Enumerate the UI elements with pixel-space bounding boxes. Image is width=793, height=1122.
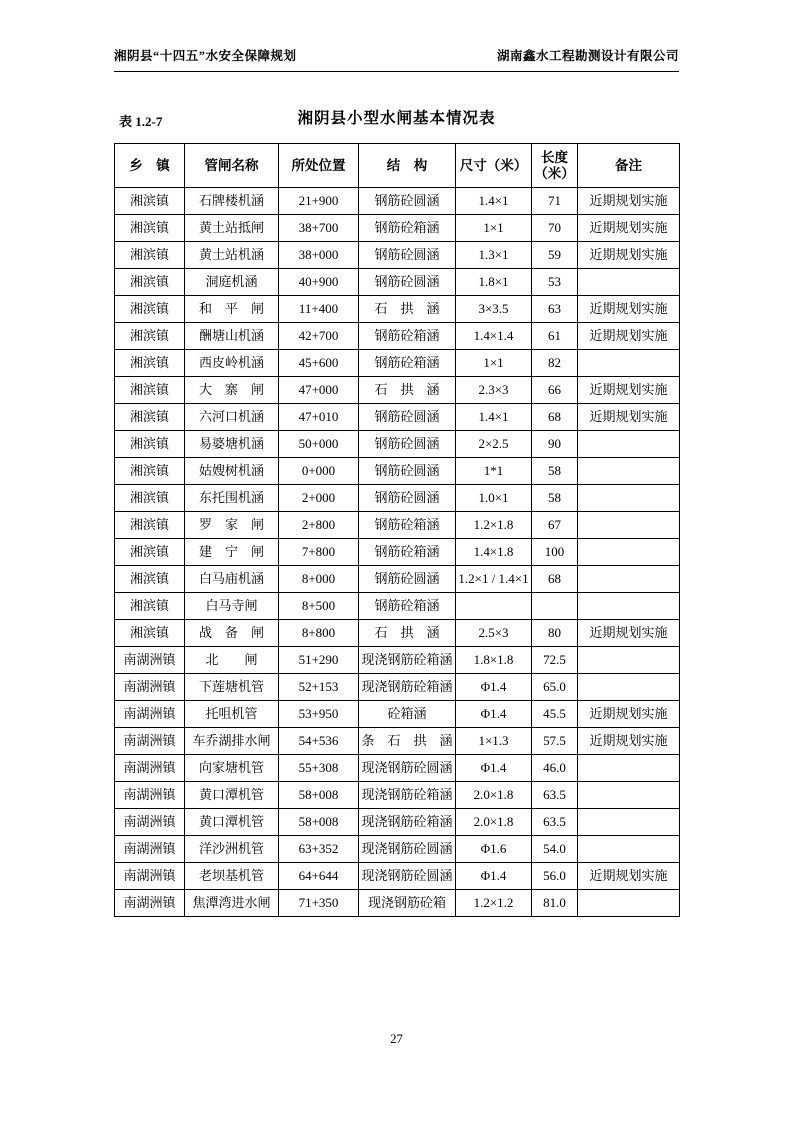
table-cell: 2×2.5 (456, 431, 532, 458)
table-cell: 湘滨镇 (115, 215, 185, 242)
table-row (115, 701, 680, 728)
table-cell: 1.4×1.8 (456, 539, 532, 566)
table-cell: 1.4×1 (456, 188, 532, 215)
table-cell (578, 431, 680, 458)
table-cell: 石牌楼机涵 (185, 188, 279, 215)
table-body (115, 188, 680, 917)
table-cell: 61 (532, 323, 578, 350)
table-cell: 45.5 (532, 701, 578, 728)
table-cell: 53 (532, 269, 578, 296)
table-cell: 南湖洲镇 (115, 674, 185, 701)
table-cell: 42+700 (279, 323, 359, 350)
table-cell: 南湖洲镇 (115, 647, 185, 674)
table-cell: 51+290 (279, 647, 359, 674)
table-cell: 近期规划实施 (578, 404, 680, 431)
page-footer (0, 1032, 793, 1047)
table-cell (578, 539, 680, 566)
table-cell: 82 (532, 350, 578, 377)
table-cell: 55+308 (279, 755, 359, 782)
table-cell: 罗 家 闸 (185, 512, 279, 539)
table-cell: 1.0×1 (456, 485, 532, 512)
table-cell: 11+400 (279, 296, 359, 323)
table-cell: 条 石 拱 涵 (359, 728, 456, 755)
table-cell: 南湖洲镇 (115, 863, 185, 890)
table-cell: 1.3×1 (456, 242, 532, 269)
table-cell (532, 593, 578, 620)
table-cell: 57.5 (532, 728, 578, 755)
table-cell: 现浇钢筋砼箱涵 (359, 782, 456, 809)
header-left-title: 湘阴县“十四五”水安全保障规划 (114, 49, 297, 63)
table-cell: 80 (532, 620, 578, 647)
table-cell: 63.5 (532, 782, 578, 809)
table-row (115, 377, 680, 404)
table-cell: 68 (532, 566, 578, 593)
table-cell: Φ1.4 (456, 863, 532, 890)
table-cell: 石 拱 涵 (359, 620, 456, 647)
table-cell: 1.2×1 / 1.4×1 (456, 566, 532, 593)
table-cell: 67 (532, 512, 578, 539)
table-cell: 湘滨镇 (115, 485, 185, 512)
table-cell (578, 836, 680, 863)
table-cell: 钢筋砼箱涵 (359, 215, 456, 242)
table-cell: 钢筋砼圆涵 (359, 566, 456, 593)
table-cell: 90 (532, 431, 578, 458)
table-cell: 黄口潭机管 (185, 782, 279, 809)
table-cell: 59 (532, 242, 578, 269)
table-cell: 湘滨镇 (115, 539, 185, 566)
table-cell (456, 593, 532, 620)
table-row (115, 323, 680, 350)
table-row (115, 404, 680, 431)
data-table (114, 143, 680, 917)
table-cell: 65.0 (532, 674, 578, 701)
table-cell: 近期规划实施 (578, 323, 680, 350)
table-cell: 湘滨镇 (115, 512, 185, 539)
table-cell (578, 593, 680, 620)
table-header-row (115, 144, 680, 188)
table-cell: 姑嫂树机涵 (185, 458, 279, 485)
table-cell: 托咀机管 (185, 701, 279, 728)
table-cell: 38+700 (279, 215, 359, 242)
table-cell: 近期规划实施 (578, 242, 680, 269)
table-cell: 东托围机涵 (185, 485, 279, 512)
table-cell: 南湖洲镇 (115, 782, 185, 809)
table-cell: 近期规划实施 (578, 701, 680, 728)
table-cell: 湘滨镇 (115, 188, 185, 215)
table-cell: 白马寺闸 (185, 593, 279, 620)
table-cell: 2+000 (279, 485, 359, 512)
table-cell: 黄口潭机管 (185, 809, 279, 836)
table-cell: 黄土站抵闸 (185, 215, 279, 242)
table-cell: 湘滨镇 (115, 593, 185, 620)
table-cell (578, 809, 680, 836)
table-cell: 黄土站机涵 (185, 242, 279, 269)
table-cell (578, 512, 680, 539)
table-cell: 58 (532, 485, 578, 512)
table-row (115, 188, 680, 215)
table-cell: 1.4×1.4 (456, 323, 532, 350)
table-cell: 酬塘山机涵 (185, 323, 279, 350)
table-cell: 81.0 (532, 890, 578, 917)
table-cell: 老坝基机管 (185, 863, 279, 890)
table-cell: 71 (532, 188, 578, 215)
table-cell: 56.0 (532, 863, 578, 890)
table-cell: 近期规划实施 (578, 377, 680, 404)
table-cell (578, 890, 680, 917)
table-row (115, 215, 680, 242)
table-row (115, 782, 680, 809)
table-cell: 南湖洲镇 (115, 836, 185, 863)
table-cell: 1×1 (456, 215, 532, 242)
table-cell: 钢筋砼圆涵 (359, 431, 456, 458)
table-cell: 1.2×1.8 (456, 512, 532, 539)
table-cell: 1.8×1.8 (456, 647, 532, 674)
table-cell: 近期规划实施 (578, 188, 680, 215)
table-cell: 52+153 (279, 674, 359, 701)
table-row (115, 269, 680, 296)
table-cell: 钢筋砼箱涵 (359, 593, 456, 620)
table-row (115, 296, 680, 323)
table-cell: 车乔湖排水闸 (185, 728, 279, 755)
table-cell: 21+900 (279, 188, 359, 215)
table-cell: 北 闸 (185, 647, 279, 674)
table-cell: 68 (532, 404, 578, 431)
table-cell: 8+500 (279, 593, 359, 620)
table-row (115, 620, 680, 647)
table-cell: 50+000 (279, 431, 359, 458)
table-cell: 湘滨镇 (115, 296, 185, 323)
table-cell: 2.0×1.8 (456, 809, 532, 836)
table-cell: 湘滨镇 (115, 566, 185, 593)
table-row (115, 755, 680, 782)
table-row (115, 566, 680, 593)
page-header (114, 46, 679, 72)
table-cell: 钢筋砼箱涵 (359, 350, 456, 377)
table-row (115, 647, 680, 674)
table-cell: Φ1.6 (456, 836, 532, 863)
table-row (115, 242, 680, 269)
table-cell: 战 备 闸 (185, 620, 279, 647)
table-row (115, 431, 680, 458)
table-cell: 大 寨 闸 (185, 377, 279, 404)
table-cell: 现浇钢筋砼箱 (359, 890, 456, 917)
table-cell: 近期规划实施 (578, 296, 680, 323)
table-cell: 近期规划实施 (578, 728, 680, 755)
table-cell: 砼箱涵 (359, 701, 456, 728)
table-cell: 2+800 (279, 512, 359, 539)
page-content (114, 46, 679, 917)
column-header: 长度（米） (532, 144, 578, 188)
table-cell: Φ1.4 (456, 674, 532, 701)
table-cell: 1*1 (456, 458, 532, 485)
table-cell: 石 拱 涵 (359, 377, 456, 404)
table-cell: Φ1.4 (456, 755, 532, 782)
column-header: 乡 镇 (115, 144, 185, 188)
table-cell: 近期规划实施 (578, 863, 680, 890)
table-cell: 钢筋砼圆涵 (359, 458, 456, 485)
table-cell (578, 485, 680, 512)
table-cell: 38+000 (279, 242, 359, 269)
table-cell (578, 647, 680, 674)
table-row (115, 674, 680, 701)
table-cell (578, 755, 680, 782)
table-cell: 南湖洲镇 (115, 701, 185, 728)
table-cell: 钢筋砼箱涵 (359, 323, 456, 350)
table-cell: 洞庭机涵 (185, 269, 279, 296)
table-cell: 1.4×1 (456, 404, 532, 431)
table-cell: 63 (532, 296, 578, 323)
table-cell (578, 782, 680, 809)
table-cell: 湘滨镇 (115, 620, 185, 647)
table-cell: 钢筋砼圆涵 (359, 269, 456, 296)
column-header: 备注 (578, 144, 680, 188)
table-cell: 向家塘机管 (185, 755, 279, 782)
table-cell: 71+350 (279, 890, 359, 917)
table-cell: 钢筋砼箱涵 (359, 539, 456, 566)
table-row (115, 485, 680, 512)
table-cell: 钢筋砼箱涵 (359, 512, 456, 539)
table-cell: 58+008 (279, 782, 359, 809)
table-cell: 建 宁 闸 (185, 539, 279, 566)
table-cell: 湘滨镇 (115, 323, 185, 350)
table-cell: 2.3×3 (456, 377, 532, 404)
table-cell: 47+000 (279, 377, 359, 404)
table-cell: 下莲塘机管 (185, 674, 279, 701)
table-row (115, 890, 680, 917)
table-cell: 湘滨镇 (115, 242, 185, 269)
table-cell: 2.5×3 (456, 620, 532, 647)
table-cell: 现浇钢筋砼圆涵 (359, 755, 456, 782)
table-cell: 54+536 (279, 728, 359, 755)
table-cell: 0+000 (279, 458, 359, 485)
page-number: 27 (390, 1032, 403, 1046)
table-row (115, 593, 680, 620)
table-cell: 湘滨镇 (115, 377, 185, 404)
table-cell: 钢筋砼圆涵 (359, 188, 456, 215)
table-cell: 64+644 (279, 863, 359, 890)
table-cell: 7+800 (279, 539, 359, 566)
table-cell: 58 (532, 458, 578, 485)
table-cell: 66 (532, 377, 578, 404)
table-cell (578, 674, 680, 701)
table-cell: 钢筋砼圆涵 (359, 485, 456, 512)
table-cell: 47+010 (279, 404, 359, 431)
column-header: 尺寸（米） (456, 144, 532, 188)
table-cell: 南湖洲镇 (115, 809, 185, 836)
table-cell: 现浇钢筋砼箱涵 (359, 647, 456, 674)
table-cell: 100 (532, 539, 578, 566)
table-cell: 湘滨镇 (115, 431, 185, 458)
table-cell: 近期规划实施 (578, 620, 680, 647)
table-cell: 洋沙洲机管 (185, 836, 279, 863)
table-row (115, 809, 680, 836)
table-caption (114, 108, 679, 130)
table-cell: 70 (532, 215, 578, 242)
table-cell: 现浇钢筋砼箱涵 (359, 809, 456, 836)
table-cell: 湘滨镇 (115, 350, 185, 377)
table-title: 湘阴县小型水闸基本情况表 (297, 110, 496, 127)
table-cell: 1×1.3 (456, 728, 532, 755)
table-cell: 53+950 (279, 701, 359, 728)
table-cell: 2.0×1.8 (456, 782, 532, 809)
table-cell: 湘滨镇 (115, 458, 185, 485)
table-cell: 钢筋砼圆涵 (359, 242, 456, 269)
table-row (115, 539, 680, 566)
table-cell (578, 566, 680, 593)
table-cell: 现浇钢筋砼箱涵 (359, 674, 456, 701)
table-row (115, 836, 680, 863)
table-cell: 8+800 (279, 620, 359, 647)
table-cell: 63.5 (532, 809, 578, 836)
table-row (115, 728, 680, 755)
table-cell: 西皮岭机涵 (185, 350, 279, 377)
table-cell: 1.2×1.2 (456, 890, 532, 917)
table-cell (578, 269, 680, 296)
table-cell: 63+352 (279, 836, 359, 863)
table-cell (578, 350, 680, 377)
table-cell: 40+900 (279, 269, 359, 296)
table-cell: 南湖洲镇 (115, 755, 185, 782)
table-label: 表 1.2-7 (119, 114, 163, 129)
table-cell: 近期规划实施 (578, 215, 680, 242)
table-cell: 58+008 (279, 809, 359, 836)
table-row (115, 350, 680, 377)
table-cell: 54.0 (532, 836, 578, 863)
table-cell (578, 458, 680, 485)
table-cell: 易婆塘机涵 (185, 431, 279, 458)
table-cell: 46.0 (532, 755, 578, 782)
table-row (115, 512, 680, 539)
table-cell: 湘滨镇 (115, 269, 185, 296)
table-cell: Φ1.4 (456, 701, 532, 728)
table-row (115, 458, 680, 485)
column-header: 管闸名称 (185, 144, 279, 188)
table-cell: 焦潭湾进水闸 (185, 890, 279, 917)
table-cell: 现浇钢筋砼圆涵 (359, 863, 456, 890)
table-cell: 六河口机涵 (185, 404, 279, 431)
table-cell: 1×1 (456, 350, 532, 377)
table-cell: 1.8×1 (456, 269, 532, 296)
column-header: 所处位置 (279, 144, 359, 188)
table-cell: 石 拱 涵 (359, 296, 456, 323)
table-cell: 南湖洲镇 (115, 890, 185, 917)
table-cell: 8+000 (279, 566, 359, 593)
table-cell: 湘滨镇 (115, 404, 185, 431)
table-cell: 南湖洲镇 (115, 728, 185, 755)
header-right-title: 湖南鑫水工程勘测设计有限公司 (496, 49, 679, 63)
table-cell: 3×3.5 (456, 296, 532, 323)
table-cell: 和 平 闸 (185, 296, 279, 323)
table-cell: 白马庙机涵 (185, 566, 279, 593)
table-cell: 钢筋砼圆涵 (359, 404, 456, 431)
column-header: 结 构 (359, 144, 456, 188)
table-cell: 现浇钢筋砼圆涵 (359, 836, 456, 863)
table-cell: 45+600 (279, 350, 359, 377)
table-row (115, 863, 680, 890)
table-cell: 72.5 (532, 647, 578, 674)
